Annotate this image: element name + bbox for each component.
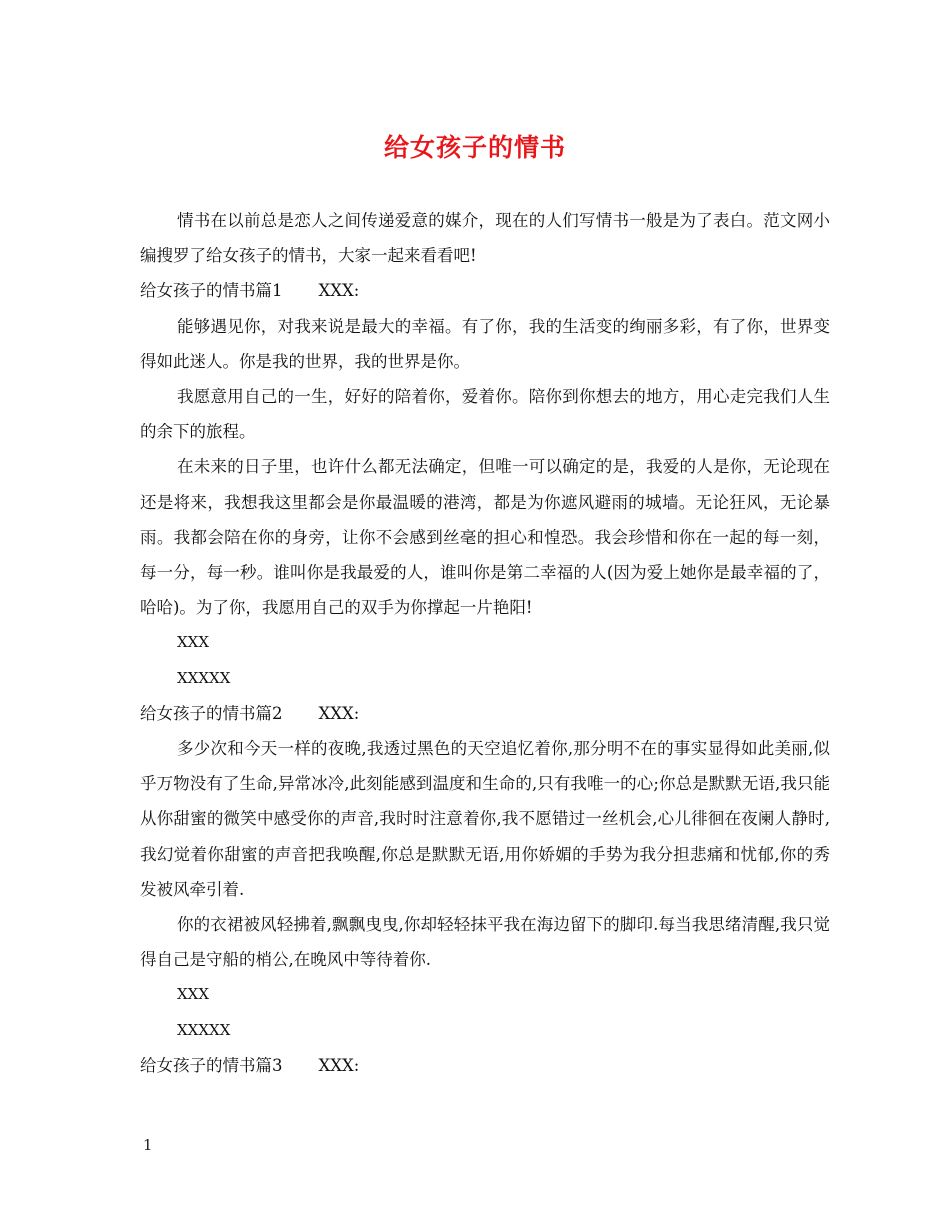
letter-2-paragraph-2: 你的衣裙被风轻拂着,飘飘曳曳,你却轻轻抹平我在海边留下的脚印.每当我思绪清醒,我只觉得自己是守船的梢公,在晚风中等待着你. — [140, 915, 830, 970]
letter-1-signature: XXX — [177, 633, 210, 652]
letter-1-heading: 给女孩子的情书篇1 — [140, 281, 283, 301]
letter-2-heading-line — [140, 696, 830, 731]
letter-1-heading-line — [140, 273, 830, 308]
letter-3-heading: 给女孩子的情书篇3 — [140, 1055, 283, 1075]
letter-3-heading-line — [140, 1048, 830, 1083]
letter-2-date: XXXXX — [177, 1020, 231, 1039]
letter-1-salutation: XXX: — [318, 281, 360, 301]
letter-2-salutation: XXX: — [318, 703, 360, 723]
letter-1-paragraph-3: 在未来的日子里，也许什么都无法确定，但唯一可以确定的是，我爱的人是你，无论现在还是将来，我想我这里都会是你最温暖的港湾，都是为你遮风避雨的城墙。无论狂风，无论暴雨。我都会陪在你的身旁，让你不会感到丝毫的担心和惶恐。我会珍惜和你在一起的每一刻，每一分，每一秒。谁叫你是我最爱的人，谁叫你是第二幸福的人(因为爱上她你是最幸福的了，哈哈)。为了你，我愿用自己的双手为你撑起一片艳阳! — [140, 457, 830, 618]
document-title: 给女孩子的情书 — [383, 133, 566, 162]
letter-2-heading: 给女孩子的情书篇2 — [140, 703, 283, 723]
letter-3-salutation: XXX: — [318, 1055, 360, 1075]
intro-paragraph: 情书在以前总是恋人之间传递爱意的媒介，现在的人们写情书一般是为了表白。范文网小编搜罗了给女孩子的情书，大家一起来看看吧! — [140, 211, 830, 266]
letter-2-paragraph-1: 多少次和今天一样的夜晚,我透过黑色的天空追忆着你,那分明不在的事实显得如此美丽,似乎万物没有了生命,异常冰冷,此刻能感到温度和生命的,只有我唯一的心;你总是默默无语,我只能从你甜蜜的微笑中感受你的声音,我时时注意着你,我不愿错过一丝机会,心儿徘徊在夜阑人静时,我幻觉着你甜蜜的声音把我唤醒,你总是默默无语,用你娇媚的手势为我分担悲痛和忧郁,你的秀发被风牵引着. — [140, 739, 830, 899]
letter-1-paragraph-2: 我愿意用自己的一生，好好的陪着你，爱着你。陪你到你想去的地方，用心走完我们人生的余下的旅程。 — [140, 387, 830, 442]
letter-1-date: XXXXX — [177, 668, 231, 687]
letter-1-paragraph-1: 能够遇见你，对我来说是最大的幸福。有了你，我的生活变的绚丽多彩，有了你，世界变得如此迷人。你是我的世界，我的世界是你。 — [140, 316, 830, 371]
page-number: 1 — [143, 1136, 153, 1154]
document-body — [140, 203, 830, 1083]
letter-2-signature: XXX — [177, 985, 210, 1004]
